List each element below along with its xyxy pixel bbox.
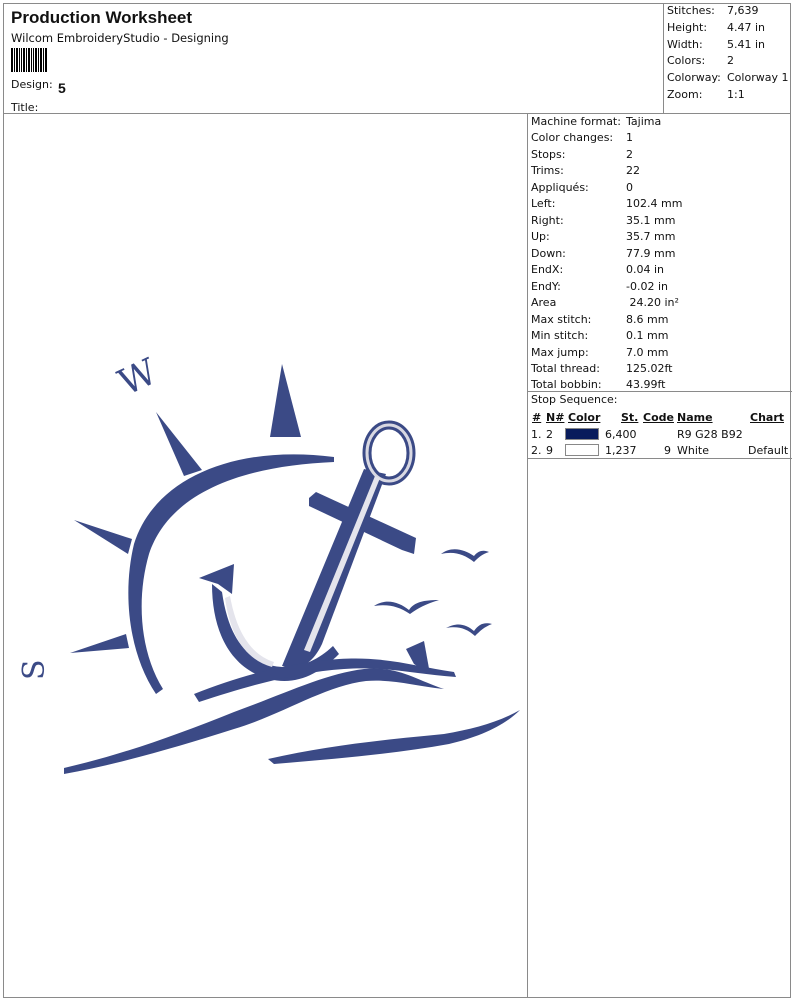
- stat-value: 4.47 in: [727, 21, 766, 34]
- info-label: Area: [531, 296, 557, 309]
- info-label: Trims:: [531, 164, 564, 177]
- info-row: [531, 229, 789, 245]
- info-row: [531, 246, 789, 262]
- stat-label: Colorway:: [667, 71, 721, 84]
- info-row: [531, 328, 789, 344]
- stat-label: Height:: [667, 21, 708, 34]
- design-label: Design:: [11, 78, 53, 91]
- stat-value: Colorway 1: [727, 71, 789, 84]
- info-label: Total thread:: [531, 362, 600, 375]
- divider: [528, 391, 792, 392]
- info-value: 24.20 in²: [626, 296, 679, 309]
- info-label: Max stitch:: [531, 313, 592, 326]
- stop-row-n: 9: [546, 444, 553, 457]
- stat-value: 7,639: [727, 4, 759, 17]
- info-row: [531, 262, 789, 278]
- info-value: 1: [626, 131, 633, 144]
- col-header-n: N#: [546, 411, 565, 424]
- info-row: [531, 345, 789, 361]
- info-label: Total bobbin:: [531, 378, 602, 391]
- design-number: 5: [58, 80, 66, 96]
- info-row: [531, 114, 789, 130]
- info-label: EndX:: [531, 263, 564, 276]
- info-value: 8.6 mm: [626, 313, 669, 326]
- info-row: [531, 180, 789, 196]
- info-label: Left:: [531, 197, 556, 210]
- worksheet-title: Production Worksheet: [11, 8, 193, 27]
- info-label: Color changes:: [531, 131, 614, 144]
- info-value: 22: [626, 164, 640, 177]
- info-row: [531, 130, 789, 146]
- color-swatch: [565, 428, 599, 440]
- info-value: 7.0 mm: [626, 346, 669, 359]
- stat-label: Colors:: [667, 54, 706, 67]
- info-value: 125.02ft: [626, 362, 673, 375]
- design-preview: [3, 113, 528, 998]
- info-row: [531, 279, 789, 295]
- info-label: Machine format:: [531, 115, 621, 128]
- stat-label: Width:: [667, 38, 703, 51]
- divider: [528, 458, 792, 459]
- stats-box: [663, 3, 792, 114]
- col-header-color: Color: [568, 411, 601, 424]
- info-value: 0.04 in: [626, 263, 665, 276]
- info-label: Stops:: [531, 148, 566, 161]
- info-value: 102.4 mm: [626, 197, 683, 210]
- info-value: 0.1 mm: [626, 329, 669, 342]
- stop-row-code: 9: [664, 444, 671, 457]
- stop-row-num: 1.: [531, 428, 542, 441]
- stat-value: 2: [727, 54, 734, 67]
- info-value: 35.1 mm: [626, 214, 676, 227]
- col-header-code: Code: [643, 411, 674, 424]
- stat-value: 5.41 in: [727, 38, 766, 51]
- stop-row-name: R9 G28 B92: [677, 428, 743, 441]
- info-row: [531, 147, 789, 163]
- stop-row-st: 1,237: [605, 444, 637, 457]
- compass-letter-w: W: [112, 351, 164, 405]
- info-value: 35.7 mm: [626, 230, 676, 243]
- col-header-st: St.: [621, 411, 639, 424]
- info-row: [531, 163, 789, 179]
- info-row: [531, 196, 789, 212]
- info-label: Down:: [531, 247, 566, 260]
- info-label: Right:: [531, 214, 564, 227]
- info-value: 43.99ft: [626, 378, 666, 391]
- info-value: 77.9 mm: [626, 247, 676, 260]
- stop-row-num: 2.: [531, 444, 542, 457]
- col-header-num: #: [532, 411, 542, 424]
- info-label: Up:: [531, 230, 550, 243]
- col-header-chart: Chart: [750, 411, 785, 424]
- info-row: [531, 295, 789, 311]
- stat-label: Zoom:: [667, 88, 703, 101]
- stop-row-name: White: [677, 444, 709, 457]
- info-row: [531, 361, 789, 377]
- stop-row-st: 6,400: [605, 428, 637, 441]
- info-value: 0: [626, 181, 633, 194]
- stop-row-chart: Default: [748, 444, 789, 457]
- barcode-icon: [11, 48, 48, 72]
- info-label: Max jump:: [531, 346, 589, 359]
- software-subtitle: Wilcom EmbroideryStudio - Designing: [11, 31, 229, 45]
- info-label: Appliqués:: [531, 181, 589, 194]
- compass-letter-s: S: [17, 659, 52, 680]
- title-label: Title:: [11, 101, 39, 114]
- stop-row-n: 2: [546, 428, 553, 441]
- color-swatch: [565, 444, 599, 456]
- stat-value: 1:1: [727, 88, 745, 101]
- info-label: EndY:: [531, 280, 561, 293]
- col-header-name: Name: [677, 411, 713, 424]
- info-row: [531, 213, 789, 229]
- info-value: Tajima: [626, 115, 662, 128]
- info-row: [531, 312, 789, 328]
- stop-sequence-title: Stop Sequence:: [531, 393, 618, 406]
- info-value: -0.02 in: [626, 280, 668, 293]
- anchor-compass-embroidery-image: [4, 114, 527, 997]
- stat-label: Stitches:: [667, 4, 715, 17]
- design-info-panel: [527, 113, 791, 998]
- info-value: 2: [626, 148, 633, 161]
- info-label: Min stitch:: [531, 329, 589, 342]
